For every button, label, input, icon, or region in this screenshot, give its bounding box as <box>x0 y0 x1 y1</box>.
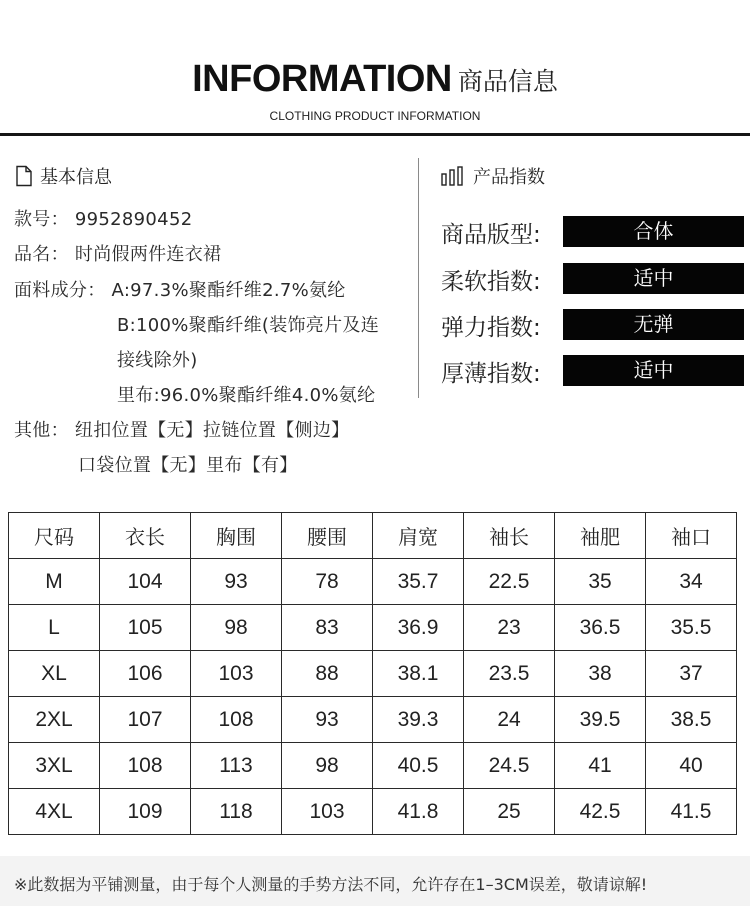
table-row <box>9 743 737 789</box>
thickness-value-badge: 适中 <box>563 355 744 386</box>
table-cell: 39.5 <box>555 697 646 743</box>
title-chinese: 商品信息 <box>457 66 558 96</box>
basic-info-title: 基本信息 <box>40 167 112 188</box>
table-cell: 113 <box>191 743 282 789</box>
table-cell: 83 <box>282 605 373 651</box>
table-cell: 98 <box>282 743 373 789</box>
basic-info-heading <box>14 163 112 189</box>
fit-value-badge: 合体 <box>563 216 744 247</box>
header-size: 尺码 <box>9 513 100 559</box>
table-cell: 104 <box>100 559 191 605</box>
title-english: INFORMATION <box>192 58 452 100</box>
table-cell: 88 <box>282 651 373 697</box>
header-bust: 胸围 <box>191 513 282 559</box>
softness-value-badge: 适中 <box>563 263 744 294</box>
table-cell: 23.5 <box>464 651 555 697</box>
table-row <box>9 697 737 743</box>
table-cell: 93 <box>282 697 373 743</box>
fabric-line-a: 面料成分： A:97.3%聚酯纤维2.7%氨纶 <box>14 280 346 301</box>
table-cell: 40.5 <box>373 743 464 789</box>
table-cell: 38.1 <box>373 651 464 697</box>
table-cell: 35.7 <box>373 559 464 605</box>
table-cell: 38.5 <box>646 697 737 743</box>
other-line: 其他： 纽扣位置【无】拉链位置【侧边】 <box>14 420 350 441</box>
style-number-line: 款号： 9952890452 <box>14 209 193 230</box>
table-cell: 39.3 <box>373 697 464 743</box>
softness-label: 柔软指数: <box>441 269 541 295</box>
table-cell: 98 <box>191 605 282 651</box>
table-cell: 38 <box>555 651 646 697</box>
table-cell: 37 <box>646 651 737 697</box>
measurement-note-bar <box>0 856 750 906</box>
table-row <box>9 605 737 651</box>
product-index-title: 产品指数 <box>473 167 545 188</box>
fit-label: 商品版型: <box>441 222 541 248</box>
fabric-line-b-cont: 接线除外) <box>117 350 198 371</box>
table-cell: 24.5 <box>464 743 555 789</box>
table-row <box>9 789 737 835</box>
document-icon <box>14 165 34 187</box>
product-index-heading <box>441 163 545 189</box>
table-cell: 107 <box>100 697 191 743</box>
table-cell: 35.5 <box>646 605 737 651</box>
table-cell: 103 <box>191 651 282 697</box>
table-cell: 108 <box>191 697 282 743</box>
header-waist: 腰围 <box>282 513 373 559</box>
table-cell: 78 <box>282 559 373 605</box>
header-sleeve-length: 袖长 <box>464 513 555 559</box>
table-cell: 40 <box>646 743 737 789</box>
thickness-label: 厚薄指数: <box>441 361 541 387</box>
header-shoulder: 肩宽 <box>373 513 464 559</box>
measurement-note: ※此数据为平铺测量，由于每个人测量的手势方法不同，允许存在1–3CM误差，敬请谅解! <box>14 875 648 894</box>
table-cell: 3XL <box>9 743 100 789</box>
table-cell: 108 <box>100 743 191 789</box>
header-length: 衣长 <box>100 513 191 559</box>
table-cell: XL <box>9 651 100 697</box>
table-cell: 105 <box>100 605 191 651</box>
size-table <box>8 512 737 835</box>
table-cell: 24 <box>464 697 555 743</box>
table-cell: 34 <box>646 559 737 605</box>
lining-line: 里布:96.0%聚酯纤维4.0%氨纶 <box>117 385 376 406</box>
page-title <box>0 58 750 101</box>
table-cell: 103 <box>282 789 373 835</box>
elasticity-value-badge: 无弹 <box>563 309 744 340</box>
table-cell: 41.8 <box>373 789 464 835</box>
table-cell: 36.9 <box>373 605 464 651</box>
header-divider <box>0 133 750 136</box>
table-row <box>9 651 737 697</box>
header-cuff: 袖口 <box>646 513 737 559</box>
table-cell: 2XL <box>9 697 100 743</box>
product-name-line: 品名： 时尚假两件连衣裙 <box>14 244 222 265</box>
section-divider <box>418 158 419 398</box>
table-cell: 36.5 <box>555 605 646 651</box>
header-sleeve-width: 袖肥 <box>555 513 646 559</box>
table-cell: 118 <box>191 789 282 835</box>
table-cell: 41 <box>555 743 646 789</box>
fabric-line-b: B:100%聚酯纤维(装饰亮片及连 <box>117 315 379 336</box>
page-subtitle: CLOTHING PRODUCT INFORMATION <box>269 109 481 123</box>
table-cell: 109 <box>100 789 191 835</box>
table-cell: 4XL <box>9 789 100 835</box>
table-cell: M <box>9 559 100 605</box>
table-cell: L <box>9 605 100 651</box>
table-cell: 106 <box>100 651 191 697</box>
table-cell: 42.5 <box>555 789 646 835</box>
table-header-row <box>9 513 737 559</box>
table-cell: 41.5 <box>646 789 737 835</box>
elasticity-label: 弹力指数: <box>441 315 541 341</box>
table-cell: 35 <box>555 559 646 605</box>
table-cell: 25 <box>464 789 555 835</box>
bar-chart-icon <box>441 166 463 186</box>
table-cell: 22.5 <box>464 559 555 605</box>
table-cell: 93 <box>191 559 282 605</box>
other-line-cont: 口袋位置【无】里布【有】 <box>78 455 298 476</box>
table-row <box>9 559 737 605</box>
table-cell: 23 <box>464 605 555 651</box>
